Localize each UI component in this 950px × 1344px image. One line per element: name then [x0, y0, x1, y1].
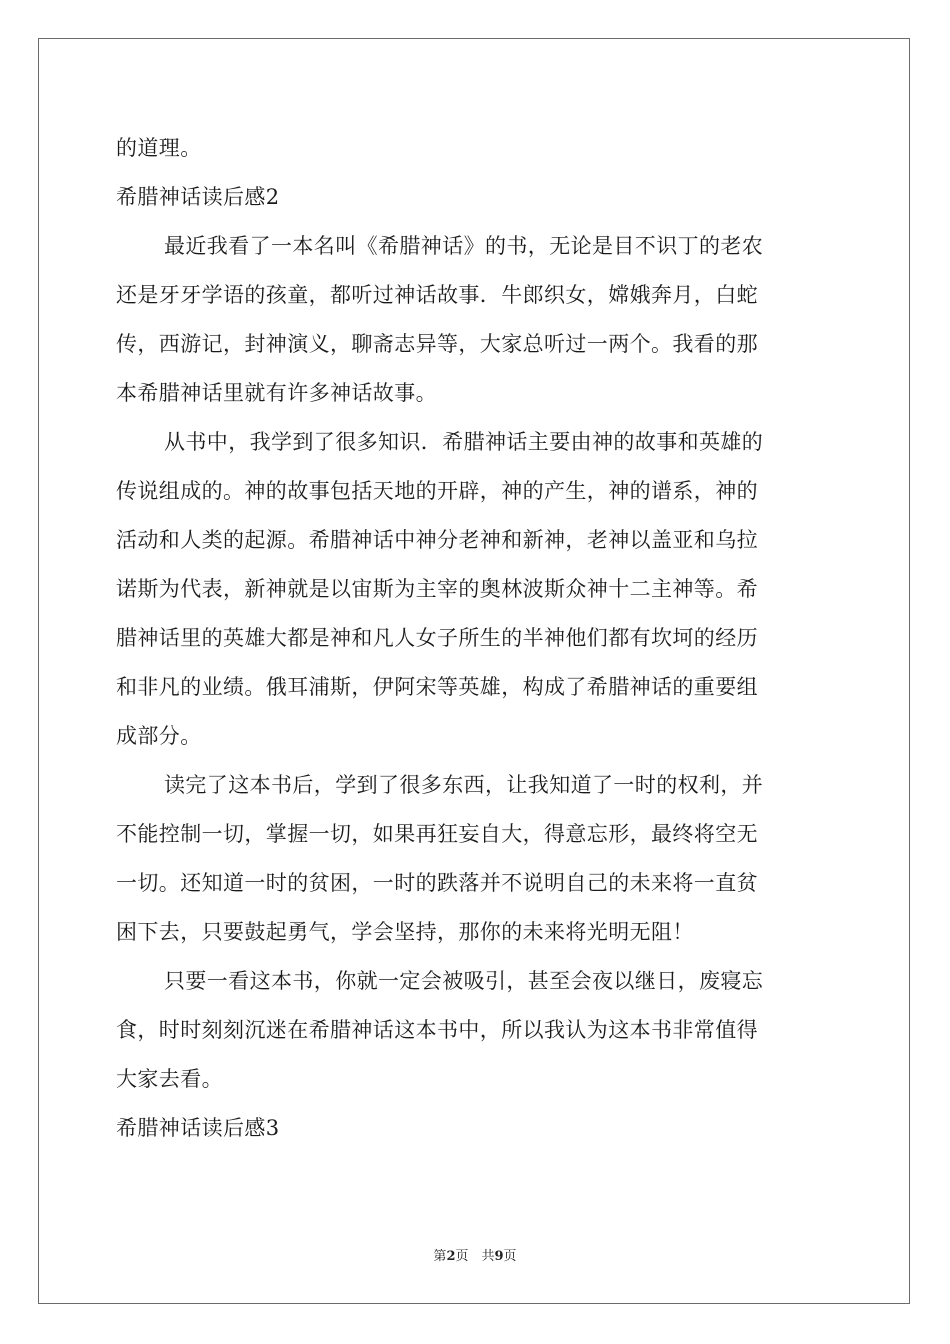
paragraph-line: 腊神话里的英雄大都是神和凡人女子所生的半神他们都有坎坷的经历	[116, 626, 758, 650]
paragraph-line: 食，时时刻刻沉迷在希腊神话这本书中，所以我认为这本书非常值得	[116, 1018, 758, 1042]
paragraph-line: 还是牙牙学语的孩童，都听过神话故事．牛郎织女，嫦娥奔月，白蛇	[116, 283, 758, 307]
footer-prefix: 第	[433, 1249, 447, 1264]
total-page-count: 9	[494, 1249, 504, 1264]
paragraph-line: 和非凡的业绩。俄耳浦斯，伊阿宋等英雄，构成了希腊神话的重要组	[116, 675, 758, 699]
paragraph-line: 大家去看。	[116, 1067, 223, 1091]
paragraph-line: 传，西游记，封神演义，聊斋志异等，大家总听过一两个。我看的那	[116, 332, 758, 356]
paragraph-line: 成部分。	[116, 724, 202, 748]
paragraph-line: 一切。还知道一时的贫困，一时的跌落并不说明自己的未来将一直贫	[116, 871, 758, 895]
paragraph-line: 最近我看了一本名叫《希腊神话》的书，无论是目不识丁的老农	[164, 234, 764, 258]
body-line: 的道理。	[116, 136, 202, 160]
page-footer	[0, 1245, 950, 1264]
footer-middle: 页 共	[455, 1249, 495, 1264]
paragraph-line: 读完了这本书后，学到了很多东西，让我知道了一时的权利，并	[164, 773, 764, 797]
paragraph-line: 不能控制一切，掌握一切，如果再狂妄自大，得意忘形，最终将空无	[116, 822, 758, 846]
document-body	[116, 124, 834, 1153]
footer-suffix: 页	[503, 1249, 517, 1264]
paragraph-line: 传说组成的。神的故事包括天地的开辟，神的产生，神的谱系，神的	[116, 479, 758, 503]
paragraph-line: 从书中，我学到了很多知识．希腊神话主要由神的故事和英雄的	[164, 430, 764, 454]
section-heading: 希腊神话读后感3	[116, 1116, 280, 1140]
section-heading: 希腊神话读后感2	[116, 185, 280, 209]
paragraph-line: 本希腊神话里就有许多神话故事。	[116, 381, 437, 405]
paragraph-line: 困下去，只要鼓起勇气，学会坚持，那你的未来将光明无阻！	[116, 920, 694, 944]
paragraph-line: 诺斯为代表，新神就是以宙斯为主宰的奥林波斯众神十二主神等。希	[116, 577, 758, 601]
paragraph-line: 只要一看这本书，你就一定会被吸引，甚至会夜以继日，废寝忘	[164, 969, 764, 993]
paragraph-line: 活动和人类的起源。希腊神话中神分老神和新神，老神以盖亚和乌拉	[116, 528, 758, 552]
current-page-number: 2	[446, 1249, 456, 1264]
